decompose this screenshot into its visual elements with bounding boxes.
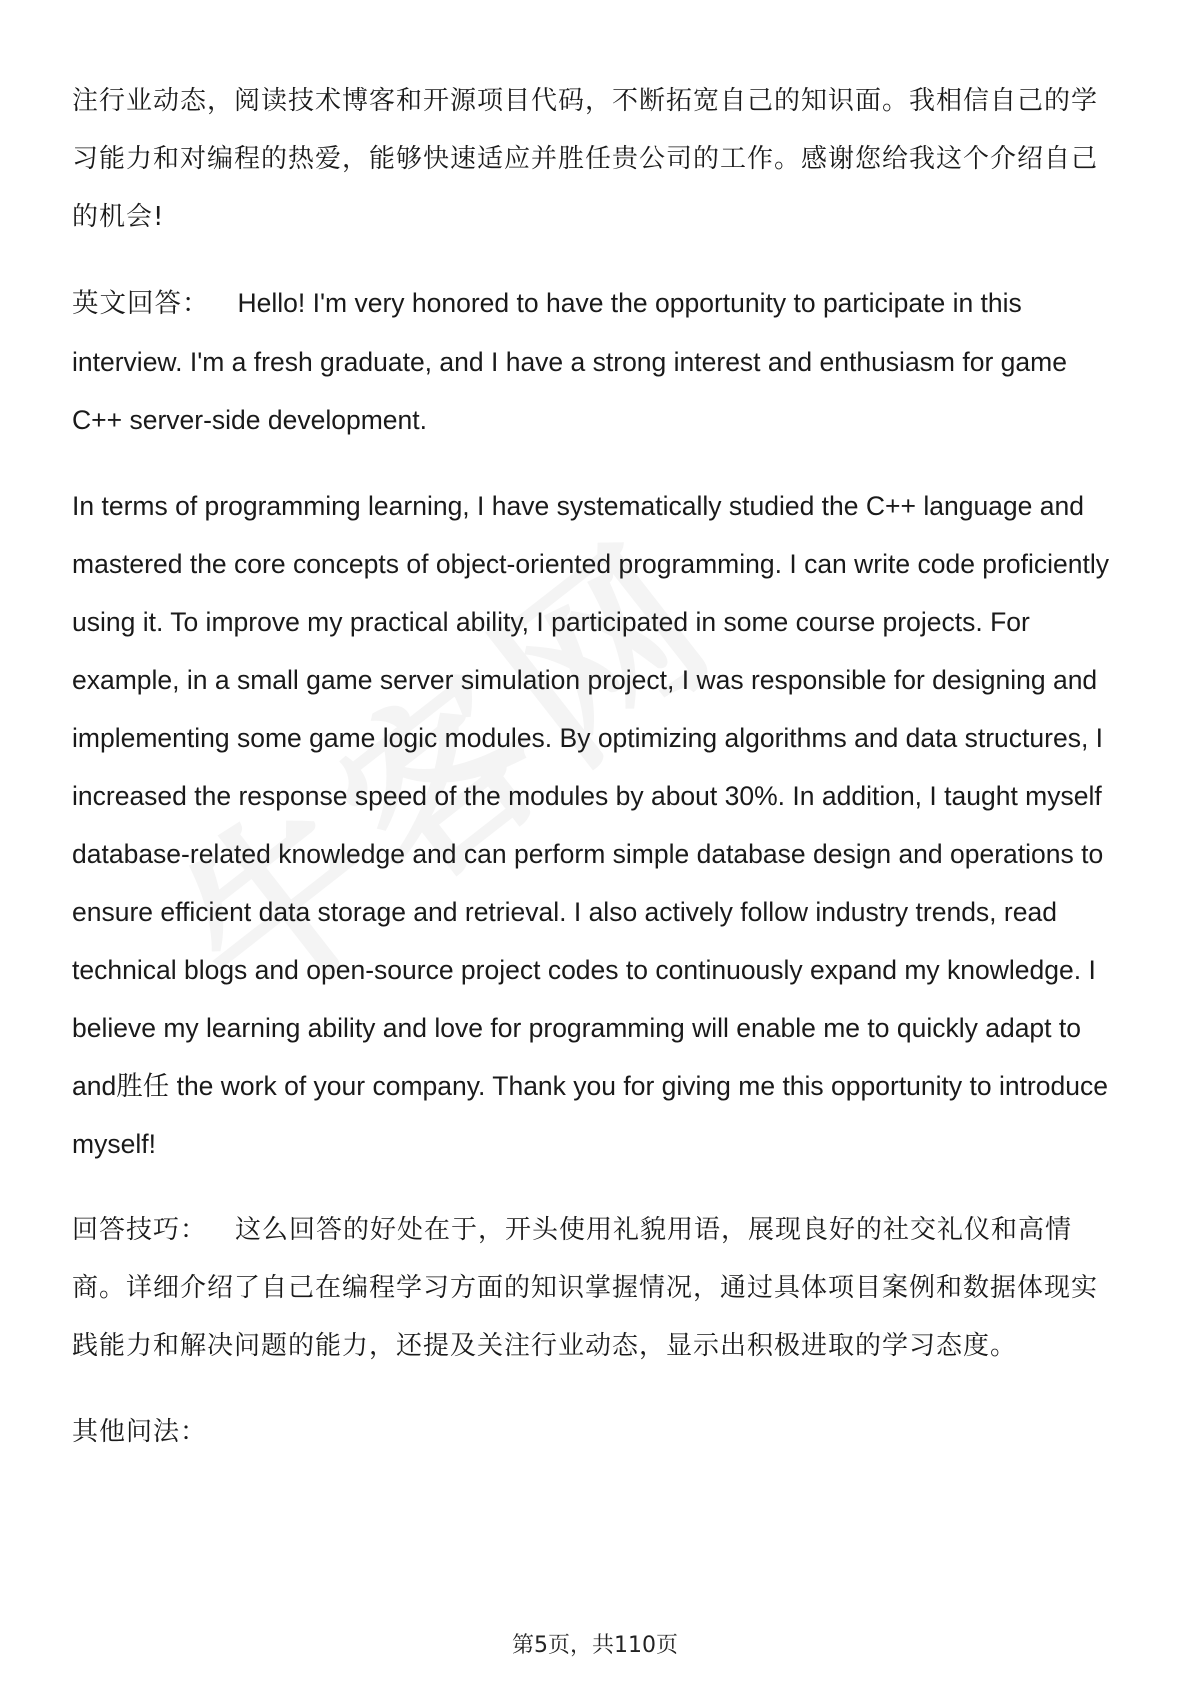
paragraph-text: Hello! I'm very honored to have the opportunity to participate in this interview. I'm a fresh graduate, and I have a strong interest and enthusiasm for game C++ server-side development. (72, 288, 1067, 435)
page-number-footer: 第5页，共110页 (512, 1633, 678, 1658)
paragraph-answer-tips (72, 1201, 1122, 1375)
paragraph-text: 这么回答的好处在于，开头使用礼貌用语，展现良好的社交礼仪和高情商。详细介绍了自己在编程学习方面的知识掌握情况，通过具体项目案例和数据体现实践能力和解决问题的能力，还提及关注行业动态，显示出积极进取的学习态度。 (72, 1215, 1099, 1361)
paragraph-label: 英文回答： (72, 288, 210, 319)
paragraph-other-questions (72, 1403, 1122, 1461)
paragraph-text: In terms of programming learning, I have systematically studied the C++ language and mastered the core concepts of object-oriented programming. I can write code proficiently using it. To improve my practical ability, I participated in some course projects. For example, in a small game server simulation project, I was responsible for designing and implementing some game logic modules. By optimizing algorithms and data structures, I increased the response speed of the modules by about 30%. In addition, I taught myself database-related knowledge and can perform simple database design and operations to ensure efficient data storage and retrieval. I also actively follow industry trends, read technical blogs and open-source project codes to continuously expand my knowledge. I believe my learning ability and love for programming will enable me to quickly adapt to and胜任 the work of your company. Thank you for giving me this opportunity to introduce myself! (72, 491, 1109, 1159)
paragraph-intro-continued (72, 72, 1122, 246)
paragraph-english-answer (72, 274, 1122, 449)
paragraph-text: 其他问法： (72, 1417, 208, 1447)
paragraph-label: 回答技巧： (72, 1215, 208, 1245)
paragraph-english-detail (72, 477, 1122, 1173)
paragraph-text: 注行业动态，阅读技术博客和开源项目代码，不断拓宽自己的知识面。我相信自己的学习能力和对编程的热爱，能够快速适应并胜任贵公司的工作。感谢您给我这个介绍自己的机会! (72, 86, 1099, 232)
document-body (72, 72, 1122, 1489)
